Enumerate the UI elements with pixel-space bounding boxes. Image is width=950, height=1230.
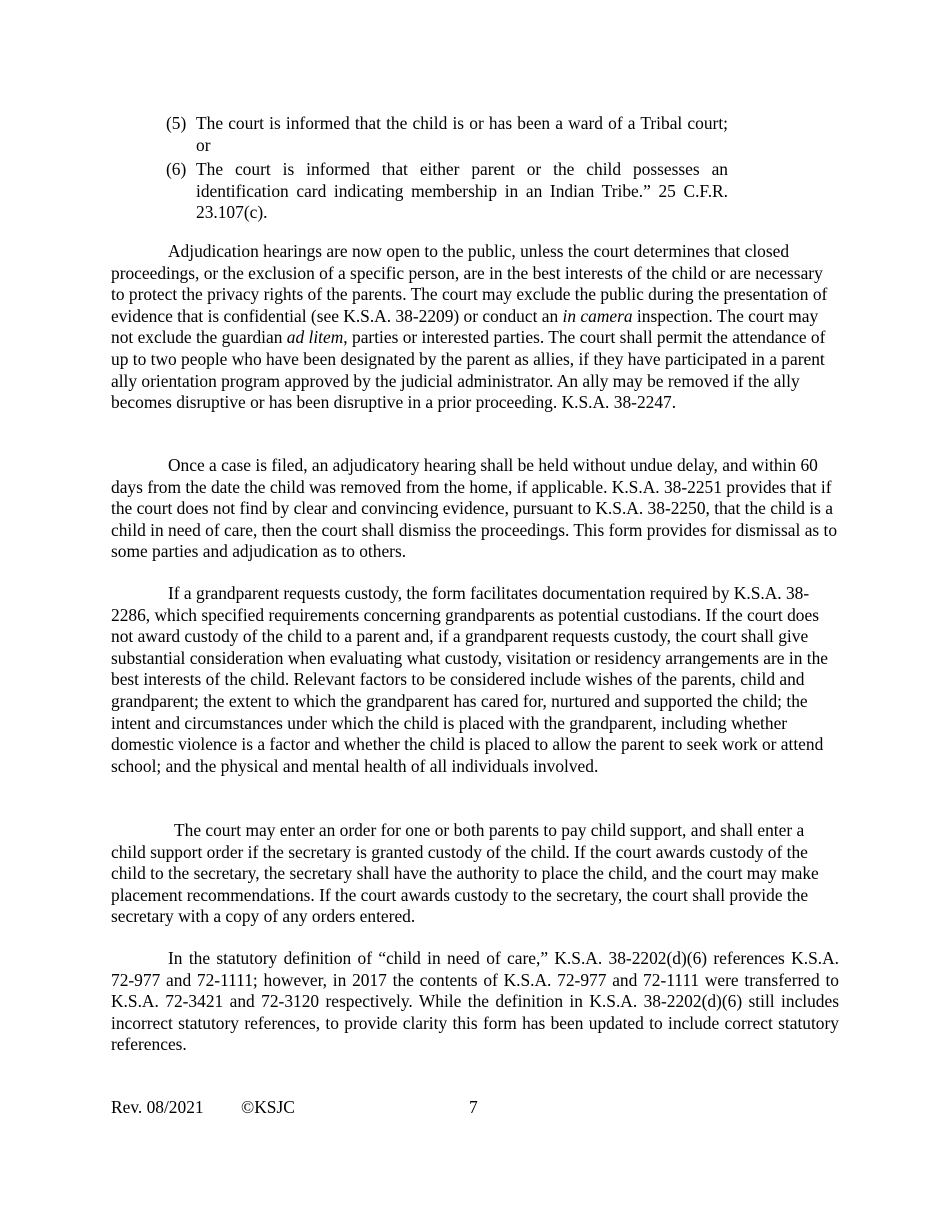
paragraph-child-support: The court may enter an order for one or both parents to pay child support, and shall enter a child support order if the secretary is granted custody of the child. If the court awards custody of the child to the secretary, the secretary shall have the authority to place the child, and the court may make placement recommendations. If the court awards custody to the secretary, the court shall provide the secretary with a copy of any orders entered. xyxy=(111,820,819,927)
list-item-text: The court is informed that the child is or has been a ward of a Tribal court; or xyxy=(196,113,728,155)
paragraph-text: Adjudication hearings are now open to the public, unless the court determines that closed proceedings, or the exclusion of a specific person, are in the best interests of the child or are necessary to protect the privacy rights of the parents. The court may exclude the public during the presentation of evidence that is confidential (see K.S.A. 38-2209) or conduct an xyxy=(111,241,828,326)
footer-revision: Rev. 08/2021 xyxy=(111,1097,204,1117)
list-item-number: (6) xyxy=(166,159,187,180)
paragraph-statutory-definition: In the statutory definition of “child in need of care,” K.S.A. 38-2202(d)(6) references K.S.A. 72-977 and 72-1111; however, in 2017 the contents of K.S.A. 72-977 and 72-1111 were transferred to K.S.A. 72-3421 and 72-3120 respectively. While the definition in K.S.A. 38-2202(d)(6) still includes incorrect statutory references, to provide clarity this form has been updated to include correct statutory references. xyxy=(111,948,839,1055)
list-item-text: The court is informed that either parent or the child possesses an identification card indicating membership in an Indian Tribe.” 25 C.F.R. 23.107(c). xyxy=(196,159,728,223)
paragraph-text: , parties or interested parties. The court shall permit the attendance of up to two people who have been designated by the parent as allies, if they have participated in a parent ally orientation program approved by the judicial administrator. An ally may be removed if the ally becomes disruptive or has been disruptive in a prior proceeding. K.S.A. 38-2247. xyxy=(111,327,826,413)
list-item xyxy=(166,113,728,156)
paragraph-grandparent-custody: If a grandparent requests custody, the form facilitates documentation required by K.S.A. 38-2286, which specified requirements concerning grandparents as potential custodians. If the court does not award custody of the child to a parent and, if a grandparent requests custody, the court shall give substantial consideration when evaluating what custody, visitation or residency arrangements are in the best interests of the child. Relevant factors to be considered include wishes of the parents, child and grandparent; the extent to which the grandparent has cared for, nurtured and supported the child; the intent and circumstances under which the child is placed with the grandparent, including whether domestic violence is a factor and whether the child is placed to allow the parent to seek work or attend school; and the physical and mental health of all individuals involved. xyxy=(111,583,828,776)
paragraph-italic-text: ad litem xyxy=(286,327,344,348)
list-item xyxy=(166,159,728,224)
paragraph-italic-text: in camera xyxy=(562,305,633,326)
footer-page-number: 7 xyxy=(469,1097,478,1117)
paragraph-text: inspection. The court may not exclude the guardian xyxy=(111,305,819,348)
numbered-list xyxy=(166,113,728,227)
footer-copyright: ©KSJC xyxy=(241,1097,295,1117)
paragraph-case-filed: Once a case is filed, an adjudicatory hearing shall be held without undue delay, and within 60 days from the date the child was removed from the home, if applicable. K.S.A. 38-2251 provides that if the court does not find by clear and convincing evidence, pursuant to K.S.A. 38-2250, that the child is a child in need of care, then the court shall dismiss the proceedings. This form provides for dismissal as to some parties and adjudication as to others. xyxy=(111,455,838,562)
list-item-number: (5) xyxy=(166,113,187,133)
paragraph-adjudication-hearings xyxy=(111,241,839,414)
